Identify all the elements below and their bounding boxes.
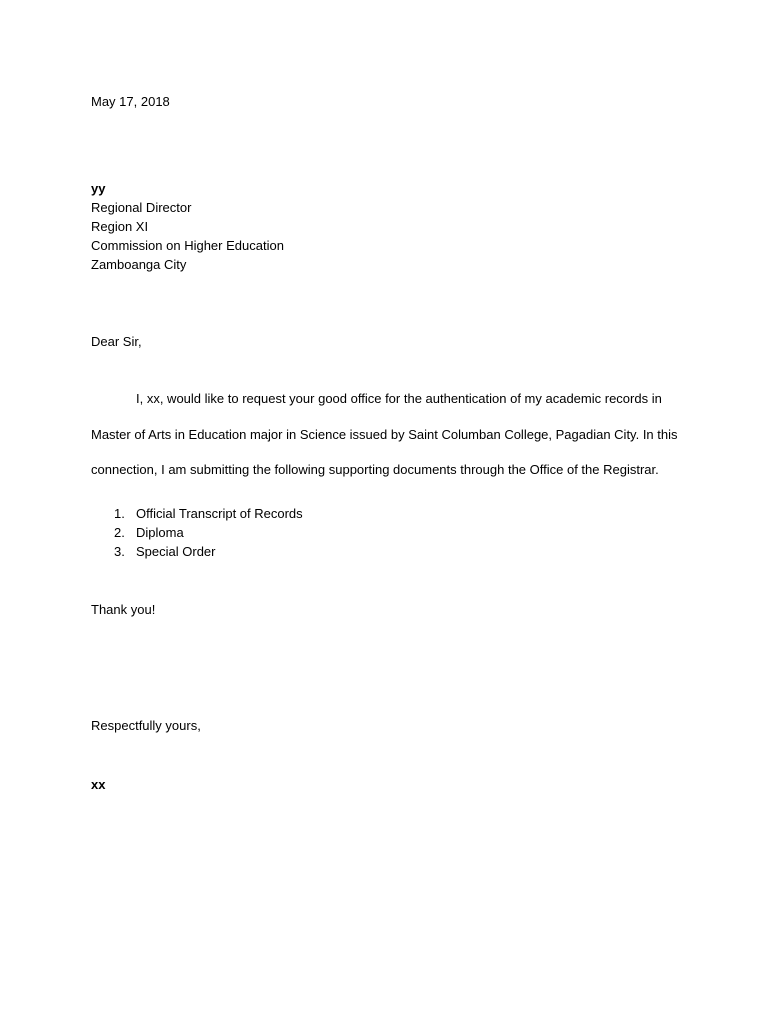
list-item-text: Diploma xyxy=(136,525,184,540)
recipient-title: Regional Director xyxy=(91,200,192,215)
closing-line: Respectfully yours, xyxy=(91,718,201,733)
signature: xx xyxy=(91,777,106,792)
recipient-region: Region XI xyxy=(91,219,149,234)
body-line-1: I, xx, would like to request your good office for the authentication of my academic records in xyxy=(136,391,662,406)
recipient-name: yy xyxy=(91,181,106,196)
list-item-text: Official Transcript of Records xyxy=(136,506,303,521)
salutation: Dear Sir, xyxy=(91,334,142,349)
body-line-3: connection, I am submitting the following supporting documents through the Office of the Registrar. xyxy=(91,462,659,477)
recipient-organization: Commission on Higher Education xyxy=(91,238,284,253)
body-line-2: Master of Arts in Education major in Science issued by Saint Columban College, Pagadian City. In this xyxy=(91,427,678,442)
thanks-line: Thank you! xyxy=(91,602,156,617)
list-item-text: Special Order xyxy=(136,544,216,559)
list-item-number: 3. xyxy=(114,544,125,559)
list-item-number: 1. xyxy=(114,506,125,521)
recipient-city: Zamboanga City xyxy=(91,257,187,272)
list-item-number: 2. xyxy=(114,525,125,540)
letter-date: May 17, 2018 xyxy=(91,94,170,109)
